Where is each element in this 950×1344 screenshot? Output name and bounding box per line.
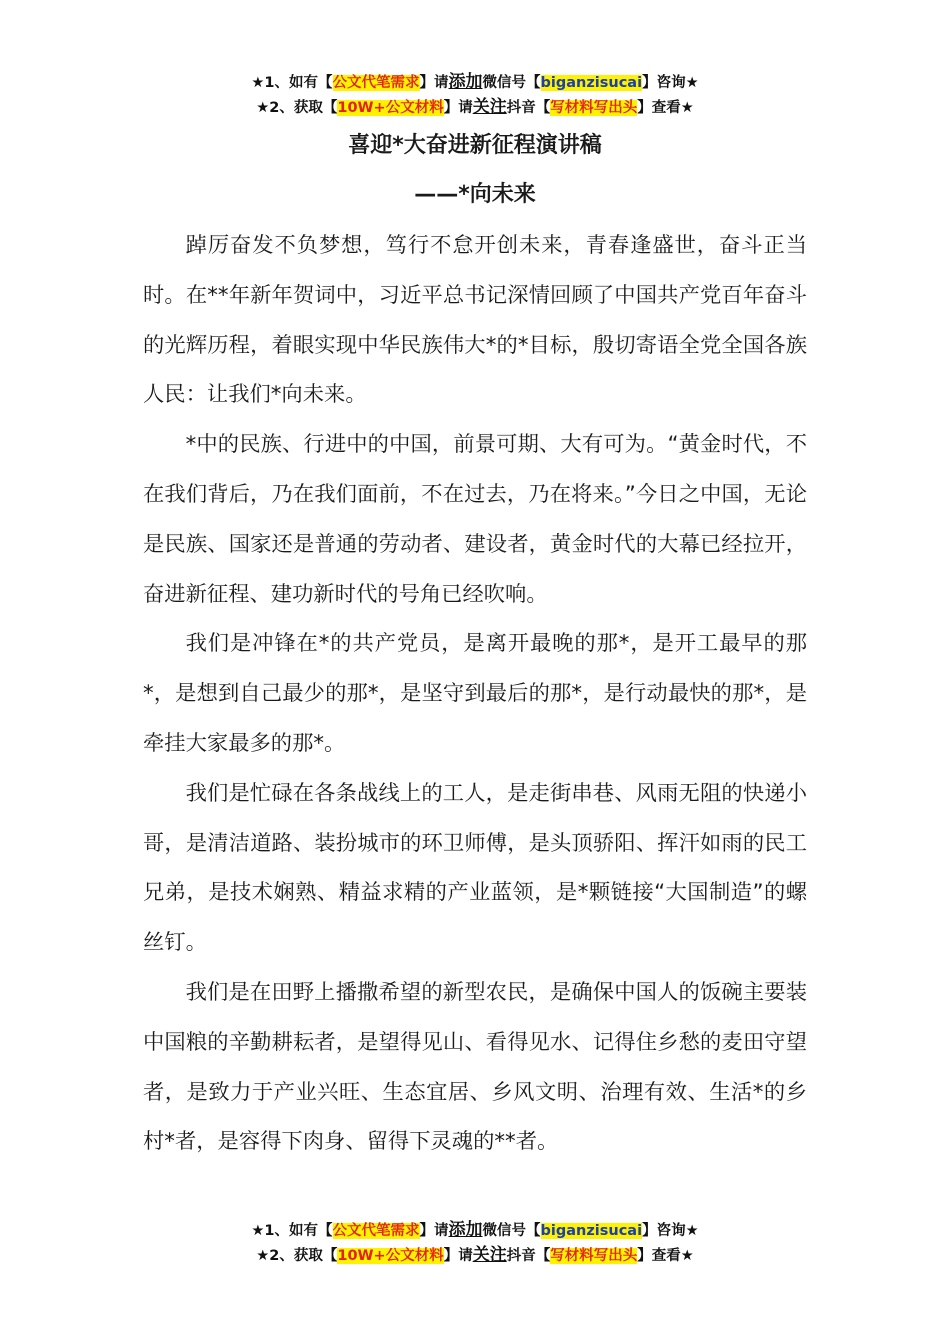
paragraph: 踔厉奋发不负梦想，笃行不怠开创未来，青春逢盛世，奋斗正当时。在**年新年贺词中，习近平总书记深情回顾了中国共产党百年奋斗的光辉历程，着眼实现中华民族伟大*的*目标，殷切寄语全党全国各族人民：让我们*向未来。: [143, 233, 807, 408]
emphasis-add: 添加: [448, 72, 483, 92]
emphasis-add: 添加: [448, 1220, 483, 1240]
wechat-id: biganzisucai: [540, 1223, 643, 1239]
douyin-account: 写材料写出头: [550, 1248, 638, 1264]
document-title: 喜迎*大奋进新征程演讲稿: [348, 133, 602, 158]
paragraph: 我们是冲锋在*的共产党员，是离开最晚的那*，是开工最早的那*，是想到自己最少的那*，是坚守到最后的那*，是行动最快的那*，是牵挂大家最多的那*。: [143, 631, 807, 756]
paragraph: 我们是在田野上播撒希望的新型农民，是确保中国人的饭碗主要装中国粮的辛勤耕耘者，是望得见山、看得见水、记得住乡愁的麦田守望者，是致力于产业兴旺、生态宜居、乡风文明、治理有效、生活*的乡村*者，是容得下肉身、留得下灵魂的**者。: [143, 979, 807, 1155]
promo-line-1: ★1、如有【公文代笔需求】请添加微信号【biganzisucai】咨询★: [251, 72, 699, 92]
paragraph: 我们是忙碌在各条战线上的工人，是走街串巷、风雨无阻的快递小哥，是清洁道路、装扮城市的环卫师傅，是头顶骄阳、挥汗如雨的民工兄弟，是技术娴熟、精益求精的产业蓝领，是*颗链接“大国制造”的螺丝钉。: [143, 780, 807, 956]
wechat-id: biganzisucai: [540, 75, 643, 91]
promo-banner-top: [0, 70, 950, 120]
douyin-account: 写材料写出头: [550, 100, 638, 116]
promo-line-2: ★2、获取【10W+公文材料】请关注抖音【写材料写出头】查看★: [256, 97, 694, 117]
paragraph: *中的民族、行进中的中国，前景可期、大有可为。“黄金时代，不在我们背后，乃在我们面前，不在过去，乃在将来。”今日之中国，无论是民族、国家还是普通的劳动者、建设者，黄金时代的大幕已经拉开，奋进新征程、建功新时代的号角已经吹响。: [143, 432, 807, 607]
promo-banner-bottom: [0, 1218, 950, 1268]
document-body: [143, 221, 807, 1167]
highlight-writing-service: 公文代笔需求: [332, 1223, 420, 1239]
highlight-writing-service: 公文代笔需求: [332, 75, 420, 91]
emphasis-follow: 关注: [472, 1245, 507, 1265]
document-subtitle: ——*向未来: [414, 182, 536, 207]
highlight-material: 10W+公文材料: [337, 100, 444, 116]
highlight-material: 10W+公文材料: [337, 1248, 444, 1264]
promo-line-1: ★1、如有【公文代笔需求】请添加微信号【biganzisucai】咨询★: [251, 1220, 699, 1240]
promo-line-2: ★2、获取【10W+公文材料】请关注抖音【写材料写出头】查看★: [256, 1245, 694, 1265]
emphasis-follow: 关注: [472, 97, 507, 117]
